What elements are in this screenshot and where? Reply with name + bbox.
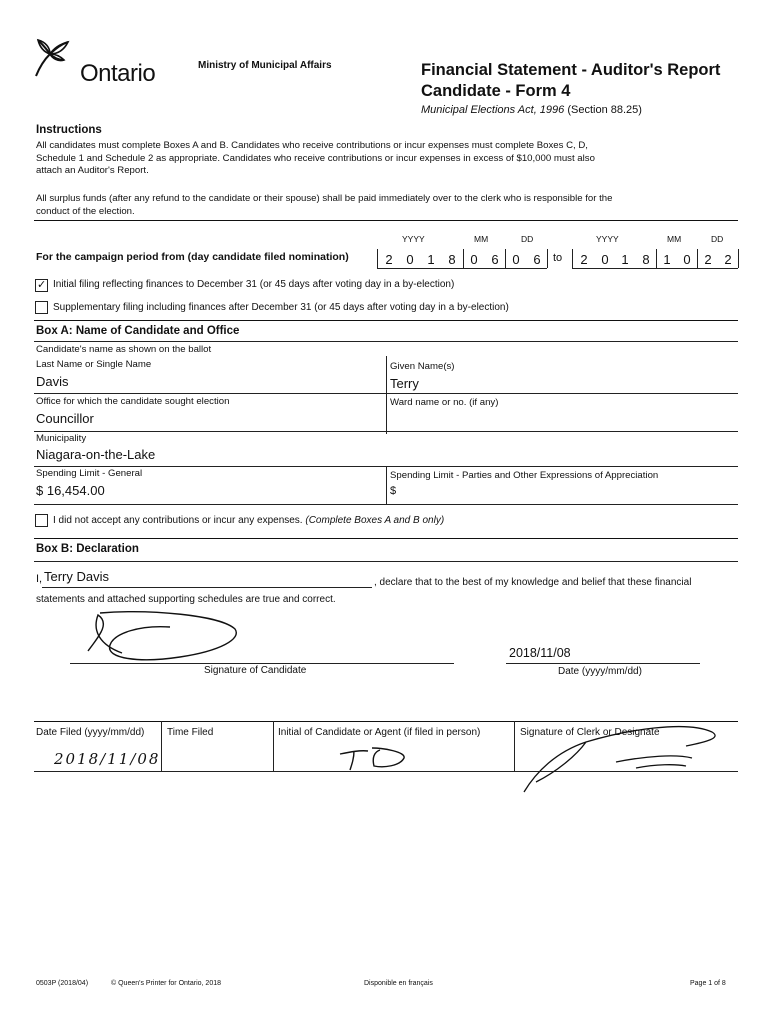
- declaration-text: , declare that to the best of my knowledge and belief that these financial: [374, 577, 692, 588]
- municipality-label: Municipality: [36, 433, 87, 444]
- spending-limit-parties-field[interactable]: $: [390, 485, 397, 497]
- date-digit: 2: [580, 252, 588, 267]
- start-date-baseline: [377, 268, 547, 269]
- divider: [34, 431, 738, 432]
- date-line: [506, 663, 700, 664]
- no-contributions-label: [53, 515, 444, 528]
- candidate-signature-icon: [70, 605, 245, 667]
- instructions-line: All surplus funds (after any refund to the candidate or their spouse) shall be paid immediately over to the clerk who is responsible for the: [36, 193, 613, 204]
- ontario-logo-text: Ontario: [80, 60, 156, 87]
- supplementary-filing-checkbox[interactable]: [35, 301, 48, 314]
- start-yyyy-header: YYYY: [402, 234, 425, 244]
- box-b-heading: Box B: Declaration: [36, 543, 139, 555]
- ministry-name: Ministry of Municipal Affairs: [198, 60, 332, 71]
- column-divider: [514, 721, 515, 771]
- given-name-field[interactable]: Terry: [390, 376, 419, 391]
- spending-limit-general-field[interactable]: $ 16,454.00: [36, 483, 105, 498]
- column-divider: [386, 356, 387, 434]
- municipality-field[interactable]: Niagara-on-the-Lake: [36, 447, 156, 462]
- signature-candidate-label: Signature of Candidate: [204, 665, 307, 676]
- last-name-label: Last Name or Single Name: [36, 359, 152, 370]
- divider: [34, 561, 738, 562]
- divider: [34, 320, 738, 321]
- spending-limit-parties-label: Spending Limit - Parties and Other Expressions of Appreciation: [390, 470, 659, 481]
- instructions-line: attach an Auditor's Report.: [36, 165, 149, 176]
- page-number: Page 1 of 8: [690, 980, 726, 987]
- last-name-field[interactable]: Davis: [36, 374, 69, 389]
- date-digit: 1: [663, 252, 671, 267]
- end-yyyy-header: YYYY: [596, 234, 619, 244]
- date-digit: 8: [642, 252, 650, 267]
- instructions-line: Schedule 1 and Schedule 2 as appropriate. Candidates who receive contributions or incur expenses in excess of $10,000 must also: [36, 152, 595, 164]
- end-mm-header: MM: [667, 234, 682, 244]
- declarant-underline: [42, 587, 372, 588]
- declaration-i-label: I,: [36, 573, 43, 585]
- copyright: © Queen's Printer for Ontario, 2018: [111, 980, 221, 987]
- form-title: Financial Statement - Auditor's Report: [421, 61, 721, 79]
- date-digit: 6: [491, 252, 499, 267]
- no-contributions-note: (Complete Boxes A and B only): [305, 515, 445, 526]
- declaration-date-label: Date (yyyy/mm/dd): [558, 666, 642, 677]
- end-date-baseline: [572, 268, 738, 269]
- end-dd-header: DD: [711, 234, 724, 244]
- clerk-signature-label: Signature of Clerk or Designate: [520, 727, 660, 738]
- date-digit: 0: [512, 252, 520, 267]
- date-digit: 0: [601, 252, 609, 267]
- ontario-trillium-logo-icon: [28, 36, 80, 80]
- date-filed-label: Date Filed (yyyy/mm/dd): [36, 727, 145, 738]
- no-contributions-text: I did not accept any contributions or incur any expenses.: [53, 515, 303, 526]
- column-divider: [161, 721, 162, 771]
- divider: [34, 341, 738, 342]
- instructions-line: All candidates must complete Boxes A and B. Candidates who receive contributions or incur expenses must complete Boxes C, D,: [36, 140, 588, 151]
- date-digit: 6: [533, 252, 541, 267]
- form-subtitle: Candidate - Form 4: [421, 82, 571, 100]
- no-contributions-checkbox[interactable]: [35, 514, 48, 527]
- ballot-name-label: Candidate's name as shown on the ballot: [36, 344, 212, 355]
- act-reference: [421, 104, 642, 116]
- column-divider: [386, 466, 387, 504]
- period-to-label: to: [553, 252, 563, 264]
- declaration-date-field[interactable]: 2018/11/08: [509, 646, 571, 660]
- french-availability: Disponible en français: [364, 980, 433, 987]
- instructions-heading: Instructions: [36, 124, 102, 136]
- date-digit: 2: [704, 252, 712, 267]
- date-digit: 0: [683, 252, 691, 267]
- spending-limit-general-label: Spending Limit - General: [36, 468, 143, 479]
- date-digit: 1: [621, 252, 629, 267]
- date-digit: 0: [406, 252, 414, 267]
- ward-label: Ward name or no. (if any): [390, 397, 499, 408]
- campaign-period-label: For the campaign period from (day candidate filed nomination): [36, 251, 349, 263]
- office-label: Office for which the candidate sought election: [36, 396, 230, 407]
- time-filed-label: Time Filed: [167, 727, 214, 738]
- date-filed-field[interactable]: 2018/11/08: [54, 750, 161, 768]
- instructions-para1: [36, 140, 746, 178]
- box-a-heading: Box A: Name of Candidate and Office: [36, 325, 240, 337]
- initial-filing-checkbox[interactable]: [35, 279, 48, 292]
- divider: [34, 393, 738, 394]
- divider: [34, 538, 738, 539]
- date-digit: 1: [427, 252, 435, 267]
- divider: [34, 504, 738, 505]
- act-section: (Section 88.25): [567, 104, 642, 116]
- initial-filing-label: Initial filing reflecting finances to December 31 (or 45 days after voting day in a by-election): [53, 279, 455, 290]
- declaration-text-continued: statements and attached supporting schedules are true and correct.: [36, 594, 336, 605]
- date-digit: 2: [385, 252, 393, 267]
- signature-line: [70, 663, 454, 664]
- initial-candidate-label: Initial of Candidate or Agent (if filed in person): [278, 727, 481, 738]
- instructions-line: conduct of the election.: [36, 205, 135, 217]
- instructions-para2: [36, 193, 746, 218]
- start-mm-header: MM: [474, 234, 489, 244]
- office-field[interactable]: Councillor: [36, 411, 94, 426]
- date-digit: 0: [470, 252, 478, 267]
- declarant-name-field[interactable]: Terry Davis: [44, 569, 110, 584]
- divider: [34, 220, 738, 221]
- clerk-signature-icon: [516, 712, 736, 802]
- given-name-label: Given Name(s): [390, 361, 455, 372]
- supplementary-filing-label: Supplementary filing including finances after December 31 (or 45 days after voting day in a by-election): [53, 302, 509, 313]
- check-mark-icon: ✓: [37, 279, 47, 291]
- start-dd-header: DD: [521, 234, 534, 244]
- date-digit: 8: [448, 252, 456, 267]
- act-name: Municipal Elections Act, 1996: [421, 104, 565, 116]
- form-number: 0503P (2018/04): [36, 980, 89, 987]
- date-digit: 2: [724, 252, 732, 267]
- column-divider: [273, 721, 274, 771]
- initials-signature-icon: [336, 742, 412, 772]
